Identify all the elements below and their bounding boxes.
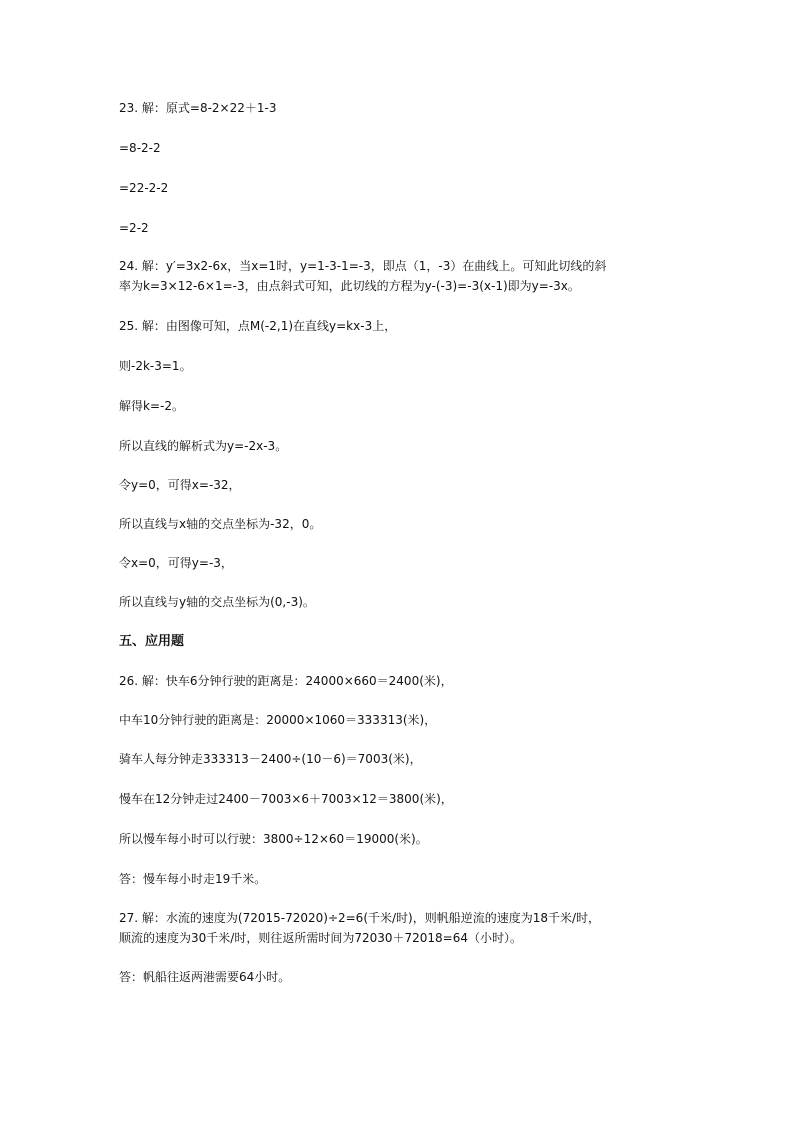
q26-step-1: 中车10分钟行驶的距离是：20000×1060＝333313(米)， — [119, 713, 437, 727]
q25-step-2: 解得k=-2。 — [119, 399, 184, 413]
q24-line-2: 率为k=3×12-6×1=-3，由点斜式可知，此切线的方程为y-(-3)=-3(x-1)即为y=-3x。 — [119, 279, 580, 293]
q25-step-6: 令x=0，可得y=-3， — [119, 556, 233, 570]
q26-line: 26. 解：快车6分钟行驶的距离是：24000×660＝2400(米)， — [119, 674, 453, 688]
q25-step-7: 所以直线与y轴的交点坐标为(0,-3)。 — [119, 595, 315, 609]
q27-line-1: 27. 解：水流的速度为(72015-72020)÷2=6(千米/时)，则帆船逆流的速度为18千米/时， — [119, 911, 601, 925]
q23-step-3: =2-2 — [119, 221, 149, 235]
q26-step-3: 慢车在12分钟走过2400－7003×6＋7003×12＝3800(米)， — [119, 792, 453, 806]
q24-line-1: 24. 解：y′=3x2-6x，当x=1时，y=1-3-1=-3，即点（1，-3）在曲线上。可知此切线的斜 — [119, 259, 607, 273]
q25-step-5: 所以直线与x轴的交点坐标为-32，0。 — [119, 517, 322, 531]
q26-step-4: 所以慢车每小时可以行驶：3800÷12×60＝19000(米)。 — [119, 832, 428, 846]
q26-answer: 答：慢车每小时走19千米。 — [119, 872, 267, 886]
q27-answer: 答：帆船往返两港需要64小时。 — [119, 970, 291, 984]
section-heading: 五、应用题 — [119, 634, 185, 649]
q23-step-2: =22-2-2 — [119, 181, 169, 195]
q25-step-1: 则-2k-3=1。 — [119, 359, 192, 373]
q23-step-1: =8-2-2 — [119, 141, 161, 155]
q25-step-4: 令y=0，可得x=-32， — [119, 478, 241, 492]
q23-line: 23. 解：原式=8-2×22＋1-3 — [119, 101, 277, 115]
q25-line: 25. 解：由图像可知，点M(-2,1)在直线y=kx-3上， — [119, 319, 397, 333]
q27-line-2: 顺流的速度为30千米/时，则往返所需时间为72030＋72018=64（小时）。 — [119, 931, 522, 945]
q25-step-3: 所以直线的解析式为y=-2x-3。 — [119, 439, 288, 453]
q26-step-2: 骑车人每分钟走333313－2400÷(10－6)＝7003(米)， — [119, 752, 422, 766]
